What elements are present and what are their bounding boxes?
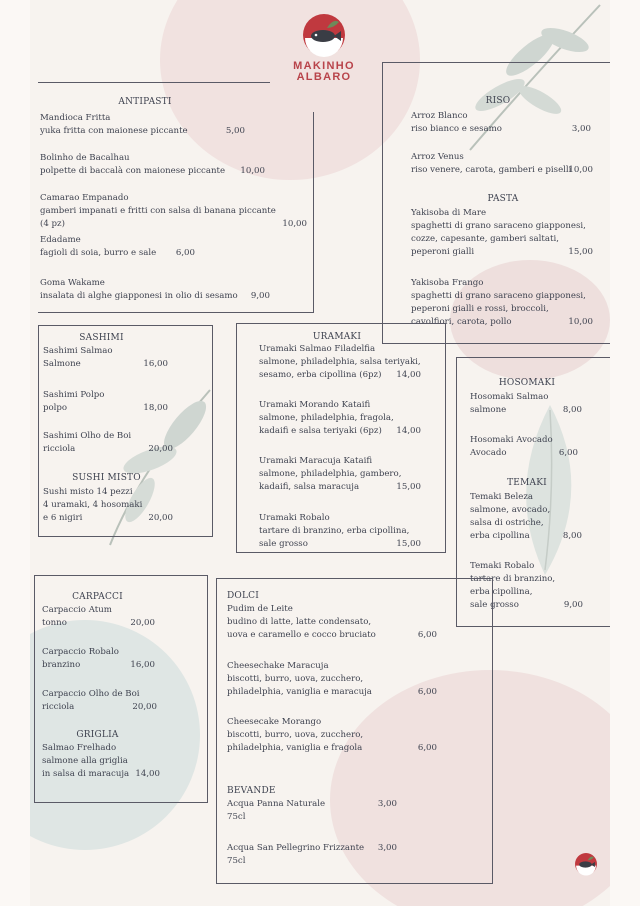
menu-item — [227, 716, 437, 755]
item-desc: erba cipollina, — [470, 587, 533, 597]
item-desc: polpette di baccalà con maionese piccante — [40, 166, 226, 176]
item-price: 8,00 — [562, 405, 582, 415]
item-price: 10,00 — [568, 317, 593, 327]
item-name: Uramaki Maracuja Kataifi — [259, 456, 373, 466]
antipasti-section — [30, 82, 320, 317]
uramaki-section — [236, 323, 446, 553]
menu-item — [42, 604, 155, 630]
item-name: Yakisoba Frango — [411, 278, 484, 288]
menu-item — [259, 512, 421, 551]
item-name: Arroz Venus — [411, 152, 464, 162]
item-desc: peperoni gialli — [411, 247, 475, 257]
griglia-title: GRIGLIA — [76, 730, 119, 740]
item-size: 75cl — [227, 856, 246, 866]
item-price: 14,00 — [135, 769, 160, 779]
item-desc: riso venere, carota, gamberi e piselli — [411, 165, 572, 175]
item-name: Acqua Panna Naturale — [227, 799, 326, 809]
menu-item — [40, 112, 245, 138]
item-desc: uova e caramello e cocco bruciato — [227, 630, 376, 640]
item-name: Hosomaki Salmao — [470, 392, 549, 402]
item-desc: philadelphia, vaniglia e fragola — [227, 743, 363, 753]
menu-item — [43, 345, 168, 371]
item-price: 15,00 — [568, 247, 593, 257]
item-desc: budino di latte, latte condensato, — [227, 617, 372, 627]
uramaki-title: URAMAKI — [312, 332, 362, 342]
item-name: Cheesecake Morango — [227, 717, 322, 727]
item-name: Carpaccio Olho de Boi — [42, 689, 140, 699]
item-desc: cavolfiori, carota, pollo — [411, 317, 512, 327]
carpacci-title: CARPACCI — [72, 592, 123, 602]
item-desc: kadaifi e salsa teriyaki (6pz) — [259, 426, 382, 436]
item-name: Sashimi Polpo — [43, 390, 105, 400]
item-desc: e 6 nigiri — [43, 513, 83, 523]
item-name: Mandioca Fritta — [40, 113, 111, 123]
item-price: 9,00 — [250, 291, 270, 301]
item-desc: philadelphia, vaniglia e maracuja — [227, 687, 372, 697]
item-desc: salmone alla griglia — [42, 756, 128, 766]
item-desc: fagioli di soia, burro e sale — [40, 248, 157, 258]
item-price: 6,00 — [558, 448, 578, 458]
item-price: 6,00 — [417, 630, 437, 640]
item-name: Temaki Robalo — [470, 561, 535, 571]
menu-item — [40, 234, 195, 260]
sushi-misto-title: SUSHI MISTO — [72, 473, 141, 483]
menu-item — [227, 842, 397, 868]
item-name: Arroz Blanco — [411, 111, 468, 121]
sashimi-title: SASHIMI — [79, 333, 124, 343]
fish-logo-small-icon — [574, 852, 598, 876]
pasta-title: PASTA — [487, 194, 519, 204]
item-name: Uramaki Salmao Filadelfia — [259, 344, 376, 354]
menu-item — [40, 152, 265, 178]
menu-page — [30, 0, 610, 906]
menu-item — [470, 434, 578, 460]
item-name: Sashimi Olho de Boi — [43, 431, 132, 441]
item-desc: yuka fritta con maionese piccante — [40, 126, 188, 136]
item-price: 14,00 — [396, 370, 421, 380]
item-desc: cozze, capesante, gamberi saltati, — [411, 234, 559, 244]
item-desc: gamberi impanati e fritti con salsa di banana piccante (4 pz) — [40, 206, 276, 229]
menu-item — [411, 110, 591, 136]
menu-item — [259, 399, 421, 438]
item-price: 3,00 — [377, 843, 397, 853]
item-desc: sale grosso — [470, 600, 519, 610]
item-name: Temaki Beleza — [470, 492, 533, 502]
item-price: 8,00 — [562, 531, 582, 541]
item-price: 10,00 — [240, 166, 265, 176]
antipasti-bottom-rule — [38, 312, 314, 313]
menu-item — [40, 192, 315, 231]
menu-item — [43, 389, 168, 415]
item-price: 6,00 — [417, 687, 437, 697]
item-desc: tonno — [42, 618, 67, 628]
temaki-title: TEMAKI — [507, 478, 547, 488]
item-name: Uramaki Robalo — [259, 513, 330, 523]
item-desc: salmone, avocado, — [470, 505, 551, 515]
item-name: Sashimi Salmao — [43, 346, 113, 356]
carpacci-section — [34, 575, 208, 803]
item-desc: polpo — [43, 403, 68, 413]
item-desc: peperoni gialli e rossi, broccoli, — [411, 304, 549, 314]
item-price: 20,00 — [132, 702, 157, 712]
item-name: Carpaccio Robalo — [42, 647, 119, 657]
item-desc: biscotti, burro, uova, zucchero, — [227, 674, 364, 684]
item-desc: insalata di alghe giapponesi in olio di sesamo — [40, 291, 238, 301]
item-name: Pudim de Leite — [227, 604, 293, 614]
item-desc: salmone, philadelphia, gambero, — [259, 469, 402, 479]
item-name: Edadame — [40, 235, 81, 245]
menu-item — [42, 646, 155, 672]
item-price: 18,00 — [143, 403, 168, 413]
item-desc: in salsa di maracuja — [42, 769, 130, 779]
item-desc: biscotti, burro, uova, zucchero, — [227, 730, 364, 740]
item-price: 3,00 — [571, 124, 591, 134]
item-price: 16,00 — [130, 660, 155, 670]
item-price: 6,00 — [417, 743, 437, 753]
item-price: 9,00 — [563, 600, 583, 610]
antipasti-top-rule — [38, 82, 270, 83]
item-price: 16,00 — [143, 359, 168, 369]
item-desc: erba cipollina — [470, 531, 530, 541]
item-desc: salmone, philadelphia, fragola, — [259, 413, 394, 423]
antipasti-title: ANTIPASTI — [118, 97, 172, 107]
hosomaki-title: HOSOMAKI — [498, 378, 556, 388]
item-desc: riso bianco e sesamo — [411, 124, 502, 134]
brand-name-line2: ALBARO — [296, 71, 352, 83]
bevande-title: BEVANDE — [227, 786, 276, 796]
item-name: Yakisoba di Mare — [411, 208, 487, 218]
menu-item — [227, 660, 437, 699]
menu-item — [227, 798, 397, 824]
item-desc: branzino — [42, 660, 81, 670]
item-name: Hosomaki Avocado — [470, 435, 553, 445]
riso-title: RISO — [485, 96, 511, 106]
menu-item — [411, 151, 593, 177]
item-desc: spaghetti di grano saraceno giapponesi, — [411, 291, 586, 301]
item-price: 20,00 — [148, 444, 173, 454]
brand-logo — [292, 12, 356, 83]
brand-name-line1: MAKINHO — [293, 60, 355, 72]
item-desc: ricciola — [43, 444, 76, 454]
item-desc: Avocado — [470, 448, 507, 458]
item-desc: Salmone — [43, 359, 81, 369]
item-price: 5,00 — [225, 126, 245, 136]
menu-item — [259, 343, 421, 382]
item-price: 14,00 — [396, 426, 421, 436]
item-desc: ricciola — [42, 702, 75, 712]
item-desc: kadaifi, salsa maracuja — [259, 482, 360, 492]
menu-item — [470, 491, 582, 543]
item-name: Uramaki Morando Kataifi — [259, 400, 371, 410]
menu-item — [411, 277, 593, 329]
item-desc: tartare di branzino, erba cipollina, — [259, 526, 410, 536]
item-desc: sesamo, erba cipollina (6pz) — [259, 370, 382, 380]
menu-item — [43, 486, 173, 525]
item-name: Camarao Empanado — [40, 193, 129, 203]
item-price: 10,00 — [568, 165, 593, 175]
item-price: 20,00 — [148, 513, 173, 523]
sashimi-section — [38, 325, 213, 537]
menu-item — [259, 455, 421, 494]
item-price: 20,00 — [130, 618, 155, 628]
item-name: Goma Wakame — [40, 278, 105, 288]
item-price: 15,00 — [396, 539, 421, 549]
dolci-title: DOLCI — [227, 591, 260, 601]
menu-item — [227, 603, 437, 642]
riso-pasta-section — [382, 62, 610, 344]
item-name: Sushi misto 14 pezzi — [43, 487, 133, 497]
item-name: Bolinho de Bacalhau — [40, 153, 130, 163]
brand-name — [292, 61, 356, 83]
item-name: Cheesechake Maracuja — [227, 661, 329, 671]
item-price: 15,00 — [396, 482, 421, 492]
item-size: 75cl — [227, 812, 246, 822]
item-desc: 4 uramaki, 4 hosomaki — [43, 500, 143, 510]
menu-item — [40, 277, 270, 303]
menu-item — [43, 430, 173, 456]
item-name: Salmao Frelhado — [42, 743, 117, 753]
item-desc: salmone — [470, 405, 507, 415]
menu-item — [470, 391, 582, 417]
item-desc: sale grosso — [259, 539, 308, 549]
item-desc: tartare di branzino, — [470, 574, 556, 584]
item-desc: spaghetti di grano saraceno giapponesi, — [411, 221, 586, 231]
item-name: Acqua San Pellegrino Frizzante — [227, 843, 365, 853]
item-price: 10,00 — [282, 219, 307, 229]
item-desc: salsa di ostriche, — [470, 518, 544, 528]
item-name: Carpaccio Atum — [42, 605, 112, 615]
menu-item — [411, 207, 593, 259]
item-desc: salmone, philadelphia, salsa teriyaki, — [259, 357, 421, 367]
menu-item — [42, 742, 160, 781]
fish-logo-icon — [301, 12, 347, 58]
dolci-bevande-section — [216, 578, 493, 884]
item-price: 6,00 — [175, 248, 195, 258]
item-price: 3,00 — [377, 799, 397, 809]
menu-item — [42, 688, 157, 714]
